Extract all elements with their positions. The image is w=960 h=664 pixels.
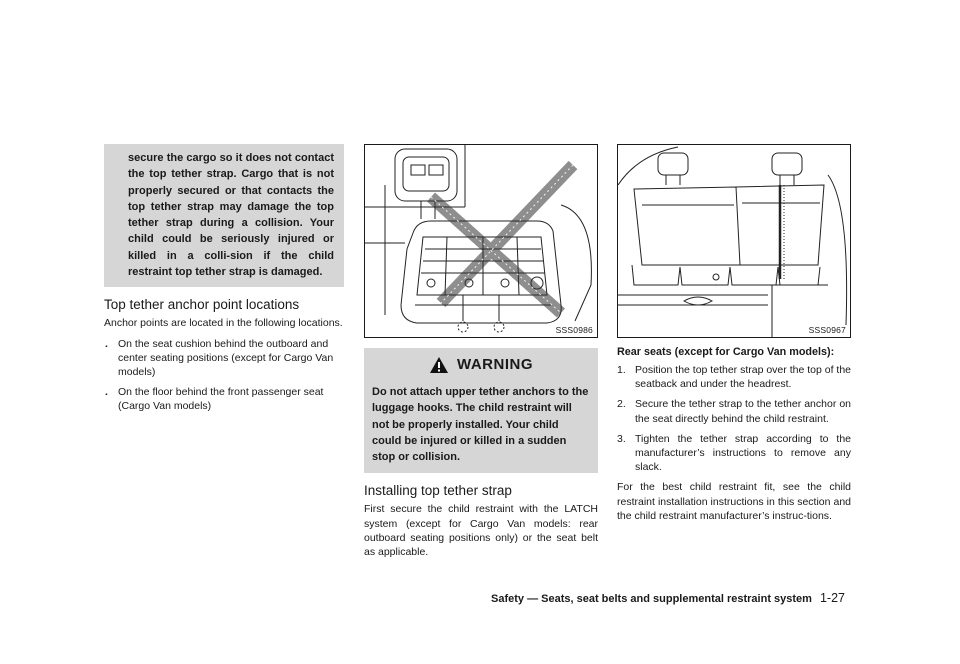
list-item [617,397,851,425]
figure-label: SSS0967 [808,325,846,335]
warning-text: Do not attach upper tether anchors to the luggage hooks. The child restraint will not be properly installed. Your child could be injured or killed in a sudden stop or collision. [372,386,589,464]
footer-title: Safety — Seats, seat belts and supplemental restraint system [491,593,812,605]
figure-luggage-hooks [364,144,598,338]
section-heading-installing-tether: Installing top tether strap [364,483,512,499]
caution-box [104,144,344,287]
bullet-mark: . [105,386,108,399]
warning-box [364,348,598,473]
step-text: Position the top tether strap over the top of the seatback and under the headrest. [635,364,851,391]
rear-seats-subheading: Rear seats (except for Cargo Van models): [617,346,835,358]
rear-seat-steps [617,363,851,474]
step-number: 1. [617,364,626,376]
page-footer [491,591,861,605]
step-number: 3. [617,432,626,445]
step-text: Tighten the tether strap according to the manufacturer’s instructions to remove any slack. [635,432,851,474]
warning-triangle-icon [429,356,449,374]
closing-text: For the best child restraint fit, see the child restraint installation instructions in this section and the child restraint manufacturer’s instruc-tions. [617,481,851,522]
warning-title: WARNING [457,355,533,373]
list-item-text: On the floor behind the front passenger seat (Cargo Van models) [118,386,324,413]
installing-body: First secure the child restraint with the LATCH system (except for Cargo Van models: rear outboard seating positions only) or the seat belt as applicable. [364,503,598,559]
column-middle [364,144,598,565]
list-item-text: On the seat cushion behind the outboard and center seating positions (except for Cargo Van models) [118,337,334,378]
list-item [104,385,344,413]
section-heading-anchor-locations: Top tether anchor point locations [104,297,300,313]
step-number: 2. [617,398,626,411]
step-text: Secure the tether strap to the tether anchor on the seat directly behind the child restraint. [635,398,851,425]
warning-header [372,356,590,374]
anchor-intro: Anchor points are located in the following locations. [104,317,343,330]
luggage-hook-illustration [365,145,597,337]
column-left [104,144,344,420]
list-item [617,432,851,475]
figure-label: SSS0986 [555,325,593,335]
list-item [617,363,851,391]
page-number: 1-27 [819,591,845,605]
caution-text: secure the cargo so it does not contact the top tether strap. Cargo that is not properly secured or that contacts the top tether strap may damage the top tether strap during a collision. Your child could be seriously injured or killed in a colli-sion if the child restraint top tether strap is damaged. [128,152,334,279]
list-item [104,337,344,380]
column-right [617,144,851,529]
bullet-mark: . [105,337,108,350]
rear-seat-illustration [618,145,850,337]
anchor-location-list [104,337,344,414]
figure-rear-seats [617,144,851,338]
